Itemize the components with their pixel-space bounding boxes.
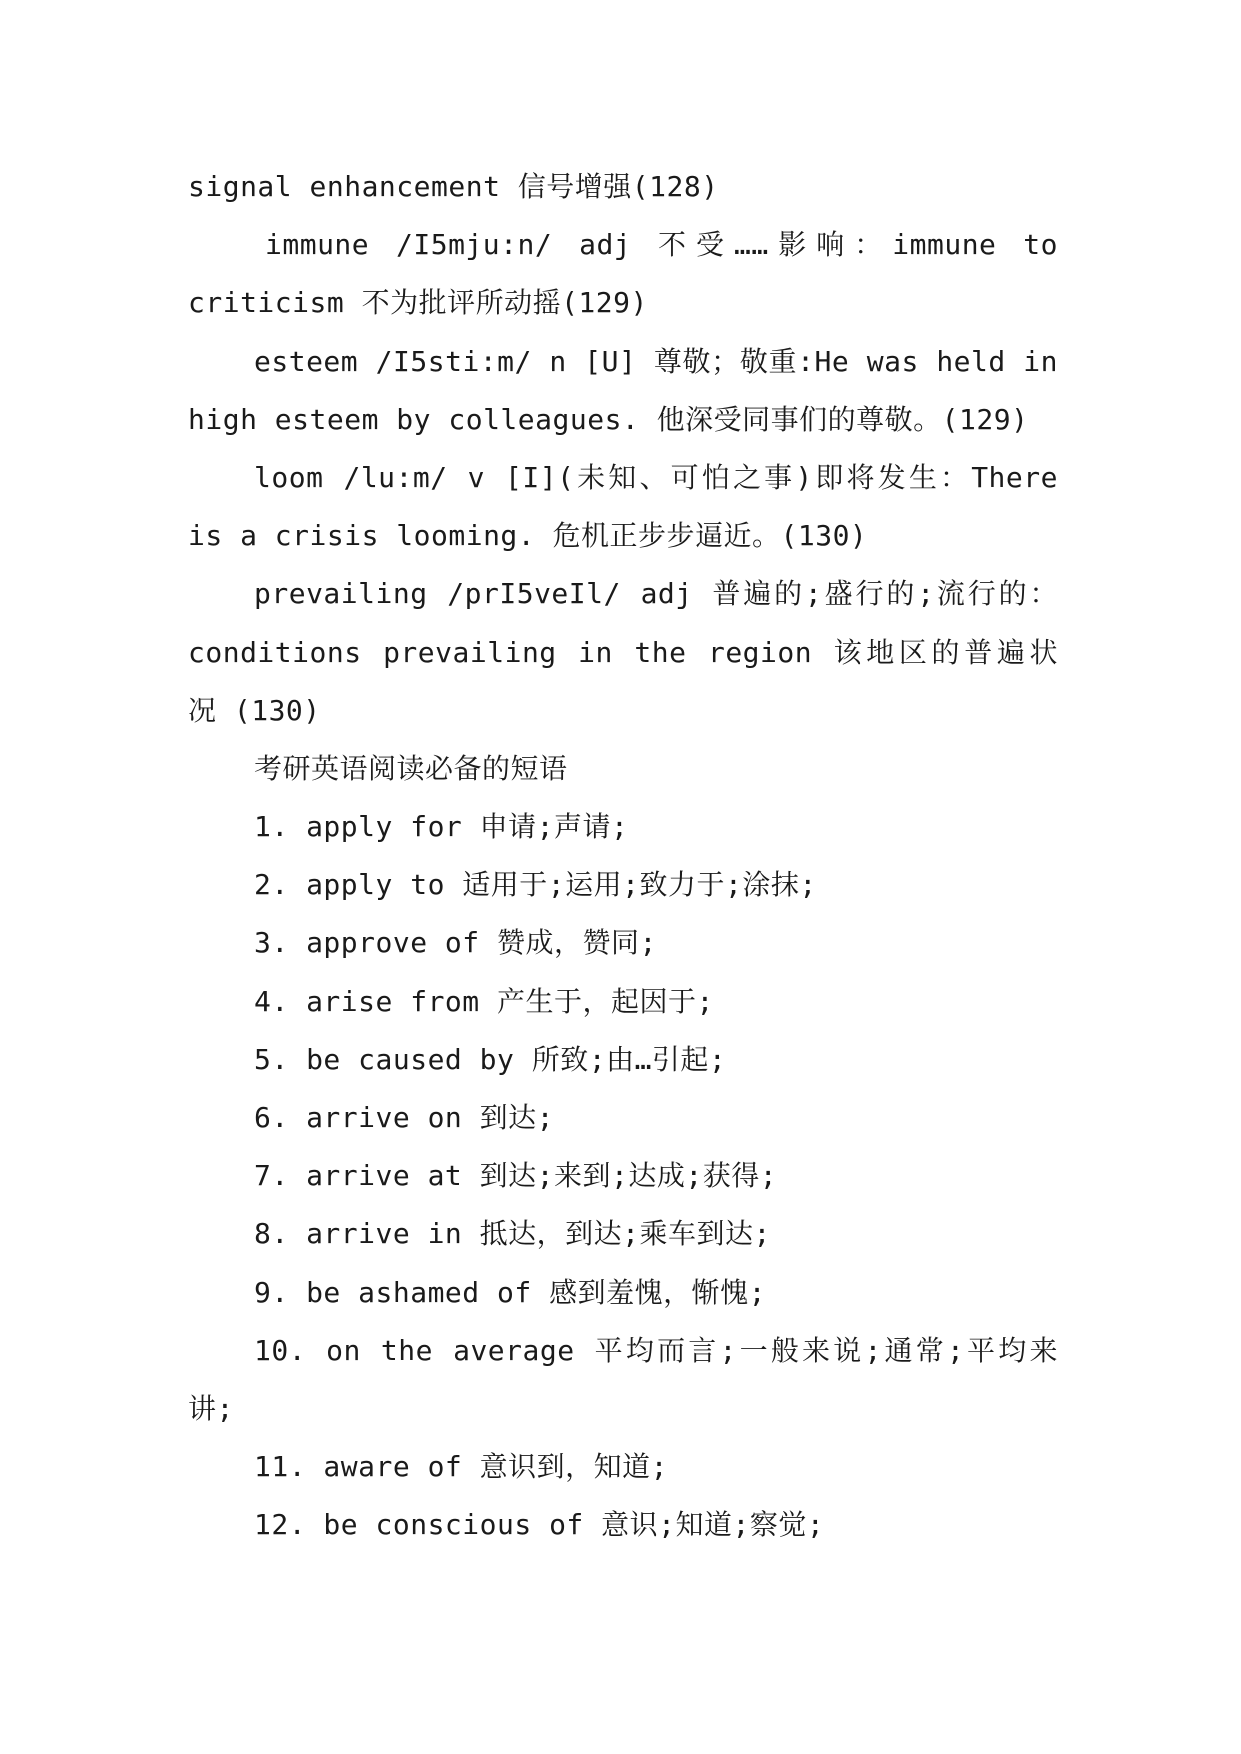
list-item-2: 2. apply to 适用于;运用;致力于;涂抹; [254,868,817,902]
text-line-prevailing-cont: conditions prevailing in the region 该地区的普遍状 [188,635,1058,669]
list-item-12: 12. be conscious of 意识;知道;察觉; [254,1508,825,1542]
text-line-loom-cont: is a crisis looming. 危机正步步逼近。(130) [188,519,868,553]
list-item-7: 7. arrive at 到达;来到;达成;获得; [254,1159,778,1193]
document-page [188,158,1058,1555]
text-line-esteem: esteem /I5sti:m/ n [U] 尊敬；敬重:He was held in [254,344,1058,378]
list-item-11: 11. aware of 意识到，知道; [254,1450,669,1484]
list-item-6: 6. arrive on 到达; [254,1101,555,1134]
text-line-esteem-cont: high esteem by colleagues. 他深受同事们的尊敬。(129) [188,402,1029,436]
section-heading: 考研英语阅读必备的短语 [254,751,568,785]
list-item-1: 1. apply for 申请;声请; [254,810,629,844]
list-item-3: 3. approve of 赞成，赞同; [254,926,657,960]
list-item-10: 10. on the average 平均而言;一般来说;通常;平均来 [254,1333,1058,1367]
text-line-immune: immune /I5mju:n/ adj 不受……影响：immune to [265,228,1058,262]
list-item-8: 8. arrive in 抵达，到达;乘车到达; [254,1217,771,1251]
text-line-prevailing: prevailing /prI5veIl/ adj 普遍的;盛行的;流行的： [254,577,1058,611]
list-item-4: 4. arise from 产生于，起因于; [254,984,714,1018]
text-line-signal-enhancement: signal enhancement 信号增强(128) [188,170,719,203]
text-line-prevailing-end: 况 (130) [188,693,321,727]
list-item-5: 5. be caused by 所致;由…引起; [254,1042,727,1076]
text-line-immune-cont: criticism 不为批评所动摇(129) [188,286,648,320]
list-item-9: 9. be ashamed of 感到羞愧，惭愧; [254,1275,766,1309]
list-item-10-cont: 讲; [188,1391,234,1425]
text-line-loom: loom /lu:m/ v [I](未知、可怕之事)即将发生：There [254,460,1058,494]
